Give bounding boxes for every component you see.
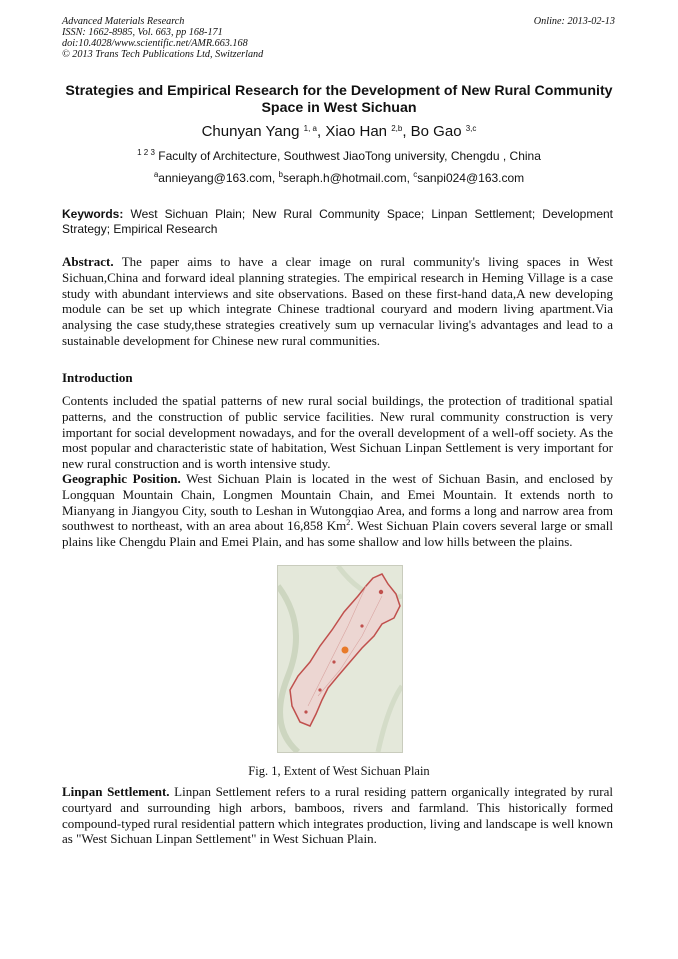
email: annieyang@163.com	[158, 171, 272, 185]
issn: ISSN: 1662-8985, Vol. 663, pp 168-171	[62, 27, 223, 38]
author-list: Chunyan Yang $^{1, a}$, Xiao Han $^{2,b}$, Bo Gao $^{3,c}$	[201, 123, 477, 140]
keywords-text: West Sichuan Plain; New Rural Community Space; Linpan Settlement; Development Strategy; Empirical Research	[62, 207, 613, 236]
linpan-settlement	[62, 784, 613, 847]
introduction-text: Contents included the spatial patterns of new rural social buildings, the protection of traditional spatial patterns, and the construction of public service facilities. New rural community construction is very important for social development nowadays, and for the overall development of a well-off society. As the most popular and characteristic state of habitation, West Sichuan Linpan Settlement is very important for new rural construction and is worth intensive study.	[62, 393, 613, 472]
author-name: Bo Gao	[410, 123, 462, 140]
author-sup: 1, a	[303, 124, 317, 133]
affiliation-text: Faculty of Architecture, Southwest JiaoTong university, Chengdu , China	[158, 149, 541, 163]
affiliation	[62, 149, 616, 163]
author-sup: 3,c	[465, 124, 477, 133]
email-list: $^a$annieyang@163.com, $^b$seraph.h@hotmail.com, $^c$sanpi024@163.com	[153, 170, 525, 185]
geographic-sup: 2	[346, 518, 351, 528]
geographic-label: Geographic Position.	[62, 471, 181, 486]
introduction-heading: Introduction	[62, 370, 133, 385]
keywords	[62, 207, 613, 236]
online-date: Online: 2013-02-13	[533, 16, 615, 27]
keywords-label: Keywords:	[62, 207, 124, 221]
affiliation-sup: 1 2 3	[137, 148, 155, 157]
map-figure	[277, 565, 403, 753]
email: sanpi024@163.com	[417, 171, 525, 185]
linpan-label: Linpan Settlement.	[62, 784, 170, 799]
geographic-position	[62, 471, 613, 550]
author-sup: 2,b	[391, 124, 403, 133]
author-name: Chunyan Yang	[201, 123, 300, 140]
doi: doi:10.4028/www.scientific.net/AMR.663.168	[62, 38, 248, 49]
email: seraph.h@hotmail.com	[283, 171, 407, 185]
map-image	[278, 566, 402, 752]
email-sup: c	[413, 170, 418, 179]
paper-title: Strategies and Empirical Research for the Development of New Rural Community Space in West Sichuan	[65, 83, 613, 116]
figure-caption: Fig. 1, Extent of West Sichuan Plain	[248, 764, 430, 778]
linpan-text: Linpan Settlement refers to a rural residing pattern organically integrated by rural courtyard and surrounding high arbors, bamboos, rivers and farmland. This historically formed compound-typed rural residential pattern which integrates production, living and landscape is well known as "West Sichuan Linpan Settlement" in West Sichuan Plain.	[62, 784, 613, 847]
author-name: Xiao Han	[325, 123, 388, 140]
geographic-text-1: West Sichuan Plain is located in the west of Sichuan Basin, and enclosed by Longquan Mountain Chain, Longmen Mountain Chain, and Emei Mountain. It extends north to Mianyang in Jiangyou City, south to Leshan in Wutongqiao Area, and forms a long and narrow area from southwest to northeast, with an area about 16,858 Km	[62, 471, 613, 534]
journal-header	[62, 16, 263, 60]
abstract	[62, 254, 613, 349]
email-sup: a	[153, 170, 159, 179]
abstract-label: Abstract.	[62, 254, 114, 269]
copyright: © 2013 Trans Tech Publications Ltd, Switzerland	[62, 49, 264, 60]
geographic-text-2: . West Sichuan Plain covers several large or small plains like Chengdu Plain and Emei Plain, and has some shallow and low hills between the plains.	[62, 518, 613, 550]
abstract-text: The paper aims to have a clear image on rural community's living spaces in West Sichuan,China and forward ideal planning strategies. The empirical research in Heming Village is a case study with abundant interviews and site observations. Based on these first-hand data,A new developing module can be set up which integrate Chinese tradtional couryard and modern living apartment.Via analysing the case study,these strategies creatively sum up vernacular living's advantages and lead to a sustainable development for Chinese new rural communities.	[62, 254, 614, 348]
email-sup: b	[278, 170, 283, 179]
journal-name: Advanced Materials Research	[62, 16, 185, 27]
